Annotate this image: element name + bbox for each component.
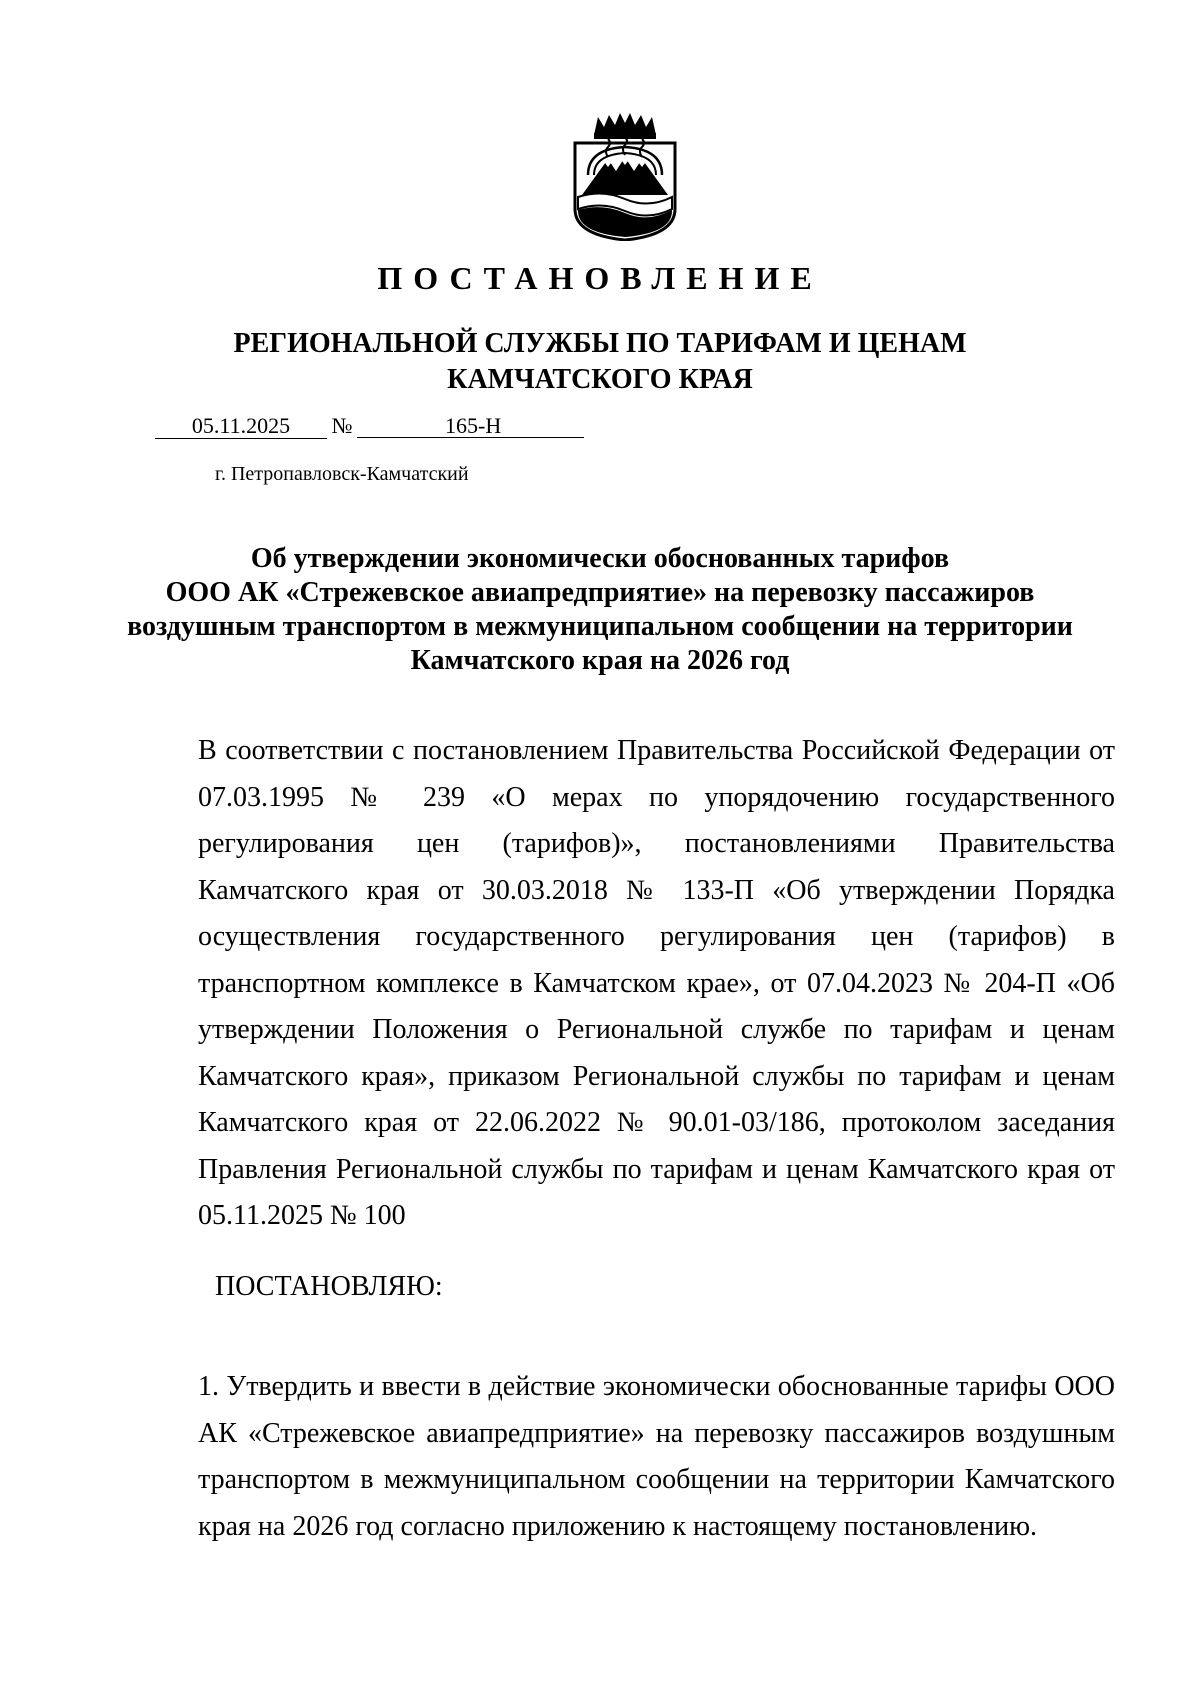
title-line-1: Об утверждении экономически обоснованных тарифов [250, 543, 950, 574]
issuer-line-1: РЕГИОНАЛЬНОЙ СЛУЖБЫ ПО ТАРИФАМ И ЦЕНАМ [233, 328, 967, 359]
decree-word: ПОСТАНОВЛЯЮ: [215, 1271, 443, 1302]
item-1-text: 1. Утвердить и ввести в действие экономически обоснованные тарифы ООО АК «Стрежевское авиапредприятие» на перевозку пассажиров воздушным транспортом в межмуниципальном сообщении на территории Камчатского края на 2026 год согласно приложению к настоящему постановлению. [198, 1371, 1115, 1542]
title-line-3: воздушным транспортом в межмуниципальном сообщении на территории [127, 611, 1073, 642]
registration-date: 05.11.2025 [155, 410, 327, 439]
title-line-2: ООО АК «Стрежевское авиапредприятие» на перевозку пассажиров [165, 577, 1035, 608]
issuer-heading [0, 326, 1200, 398]
document-type-heading: ПОСТАНОВЛЕНИЕ [377, 260, 823, 296]
preamble-text: В соответствии с постановлением Правительства Российской Федерации от 07.03.1995 № 239 «О мерах по упорядочению государственного регулирования цен (тарифов)», постановлениями Правительства Камчатского края от 30.03.2018 № 133-П «Об утверждении Порядка осуществления государственного регулирования цен (тарифов) в транспортном комплексе в Камчатском крае», от 07.04.2023 № 204-П «Об утверждении Положения о Региональной службе по тарифам и ценам Камчатского края», приказом Региональной службы по тарифам и ценам Камчатского края от 22.06.2022 № 90.01-03/186, протоколом заседания Правления Региональной службы по тарифам и ценам Камчатского края от 05.11.2025 № 100 [198, 735, 1115, 1231]
item-1-paragraph [143, 1364, 1115, 1550]
number-sign: № [331, 413, 353, 438]
issuer-line-2: КАМЧАТСКОГО КРАЯ [447, 364, 753, 395]
city-name: г. Петропавловск-Камчатский [215, 463, 469, 485]
title-line-4: Камчатского края на 2026 год [410, 645, 790, 676]
kamchatka-coat-of-arms-emblem [572, 113, 678, 241]
registration-number: 165-Н [357, 410, 584, 438]
preamble-paragraph [143, 728, 1115, 1240]
document-title [100, 542, 1100, 678]
